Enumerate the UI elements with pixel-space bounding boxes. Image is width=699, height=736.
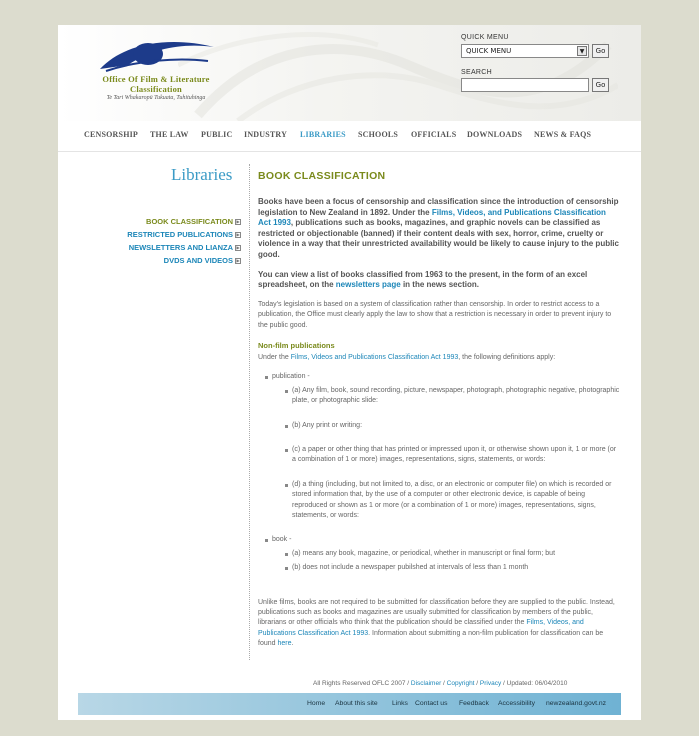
definition-item: (d) a thing (including, but not limited to, a disc, or an electronic or computer file) on which is recorded or stored information that, by the use of a computer or other electronic device, is capable of being reproduced or shown as 1 or more (or a combination of 1 or more) images, representations, signs, statements, or words:: [284, 480, 620, 522]
quick-menu-value: QUICK MENU: [466, 47, 512, 55]
footer-link-feedback[interactable]: Feedback: [459, 700, 489, 707]
quick-menu-select[interactable]: [461, 44, 589, 58]
logo-title: [76, 74, 236, 94]
footer-link-about[interactable]: About this site: [335, 700, 378, 707]
definition-item: (c) a paper or other thing that has printed or impressed upon it, or otherwise shown upon it, 1 or more (or a combination of 1 or more) images, representations, signs, statements, or words:: [284, 445, 620, 466]
para2-text-a: Under the: [258, 353, 291, 361]
sidebar-item-label: BOOK CLASSIFICATION: [146, 217, 233, 226]
here-link[interactable]: here: [277, 640, 292, 648]
subheading-non-film: Non-film publications: [258, 340, 335, 350]
sidebar-item-label: RESTRICTED PUBLICATIONS: [127, 230, 233, 239]
lead-paragraph-2: [258, 270, 620, 291]
privacy-link[interactable]: Privacy: [479, 680, 502, 687]
nav-schools[interactable]: SCHOOLS: [358, 130, 399, 139]
sidebar-item-book-classification[interactable]: [146, 217, 241, 226]
act-link-2[interactable]: Films, Videos and Publications Classification Act 1993: [290, 353, 459, 361]
page: [58, 25, 641, 720]
definition-item: (a) means any book, magazine, or periodical, whether in manuscript or final form; but: [284, 549, 620, 559]
quick-menu-go-button[interactable]: Go: [592, 44, 609, 58]
body-paragraph-2: [258, 353, 620, 363]
lead1-text-b: , publications such as books, magazines, and graphic novels can be classified as restricted or objectionable (banned) if their content deals with sex, horror, crime, cruelty or violence in a way that their unrestricted availability would be likely to cause injury to the public good.: [258, 218, 619, 259]
definition-term: publication -: [272, 373, 310, 381]
logo-subtitle: Te Tari Whakaropū Tukuata, Tuhituhinga: [106, 95, 206, 101]
body-paragraph-1: Today's legislation is based on a system of classification rather than censorship. In order to restrict access to a publication, the Office must clearly apply the law to show that a restriction is necessary in order to prevent injury to the public good.: [258, 300, 612, 329]
definitions-list: [264, 372, 620, 573]
definition-item: (b) Any print or writing:: [284, 421, 620, 431]
nav-censorship[interactable]: CENSORSHIP: [84, 130, 139, 139]
chevron-down-icon[interactable]: ▼: [577, 46, 587, 56]
nav-downloads[interactable]: DOWNLOADS: [467, 130, 523, 139]
lead2-text-a: You can view a list of books classified from 1963 to the present, in the form of an excel spreadsheet, on the: [258, 269, 588, 290]
footer-bar: [78, 693, 621, 715]
nav-divider: [58, 151, 641, 152]
definition-item: (b) does not include a newspaper pubilshed at intervals of less than 1 month: [284, 563, 620, 573]
search-input[interactable]: [461, 78, 589, 92]
separator: /: [474, 680, 480, 687]
para3-text-c: .: [291, 640, 294, 648]
arrow-right-icon: ▶: [236, 231, 240, 237]
nav-officials[interactable]: OFFICIALS: [411, 130, 457, 139]
copyright-bar: [313, 680, 567, 687]
sidebar-item-dvds-videos[interactable]: [164, 256, 241, 265]
logo-title-line1: Office Of Film & Literature: [102, 74, 210, 84]
copyright-link[interactable]: Copyright: [446, 680, 475, 687]
header-watermark: [178, 25, 618, 121]
para3-text-b: . Information about submitting a non-film publication for classification can be found: [258, 629, 604, 648]
newsletters-page-link[interactable]: newsletters page: [335, 280, 401, 290]
footer-link-accessibility[interactable]: Accessibility: [498, 700, 536, 707]
sidebar-item-label: NEWSLETTERS AND LIANZA: [128, 243, 233, 252]
main-nav: [58, 121, 641, 151]
updated-text: / Updated: 06/04/2010: [501, 680, 568, 687]
arrow-right-icon: ▶: [236, 257, 240, 263]
body-paragraph-3: [258, 598, 620, 650]
definition-item: (a) Any film, book, sound recording, picture, newspaper, photograph, photographic negative, photographic plate, or photographic slide:: [284, 386, 620, 407]
nav-news-faqs[interactable]: NEWS & FAQS: [534, 130, 592, 139]
lead2-text-b: in the news section.: [400, 280, 479, 290]
lead1-text-a: Books have been a focus of censorship and classification since the introduction of censorship legislation to New Zealand in 1892. Under the: [258, 197, 619, 217]
footer-link-links[interactable]: Links: [392, 700, 408, 707]
arrow-right-icon: ▶: [236, 218, 240, 224]
footer-link-contact[interactable]: Contact us: [415, 700, 448, 707]
nav-public[interactable]: PUBLIC: [201, 130, 233, 139]
oflc-logo-icon[interactable]: [96, 35, 218, 73]
main-content: [258, 170, 620, 650]
search-label: SEARCH: [461, 69, 492, 76]
copyright-text: All Rights Reserved OFLC 2007 /: [313, 680, 411, 687]
nav-libraries[interactable]: LIBRARIES: [300, 130, 346, 139]
footer-link-nz-govt[interactable]: newzealand.govt.nz: [546, 700, 607, 707]
header: [58, 25, 641, 121]
act-link-3[interactable]: Films, Videos, and Publications Classification Act 1993: [258, 619, 584, 637]
sidebar-item-restricted-publications[interactable]: [127, 230, 241, 239]
sidebar-title: Libraries: [171, 165, 233, 184]
separator: /: [441, 680, 447, 687]
definition-publication: [264, 372, 620, 521]
definition-term: book -: [272, 536, 292, 544]
arrow-right-icon: ▶: [236, 244, 240, 250]
sidebar-item-newsletters-lianza[interactable]: [129, 243, 241, 252]
search-go-button[interactable]: Go: [592, 78, 609, 92]
act-link-1[interactable]: Films, Videos, and Publications Classification Act 1993: [258, 207, 606, 228]
para3-text-a: Unlike films, books are not required to be submitted for classification before they are supplied to the public. Instead, publications such as books and magazines are usually submitted for classification by members of the public, librarians or other officials who think that the publication should be classified under the: [258, 598, 615, 627]
definition-book: [264, 535, 620, 573]
lead-paragraph-1: [258, 197, 620, 261]
nav-the-law[interactable]: THE LAW: [150, 130, 189, 139]
disclaimer-link[interactable]: Disclaimer: [410, 680, 442, 687]
page-title: BOOK CLASSIFICATION: [258, 170, 386, 182]
logo-title-line2: Classification: [130, 84, 182, 94]
nav-industry[interactable]: INDUSTRY: [244, 130, 288, 139]
para2-text-b: , the following definitions apply:: [458, 353, 556, 361]
column-divider: [249, 164, 250, 660]
footer-link-home[interactable]: Home: [307, 700, 326, 707]
quick-menu-label: QUICK MENU: [461, 34, 509, 41]
sidebar-item-label: DVDS AND VIDEOS: [163, 256, 233, 265]
